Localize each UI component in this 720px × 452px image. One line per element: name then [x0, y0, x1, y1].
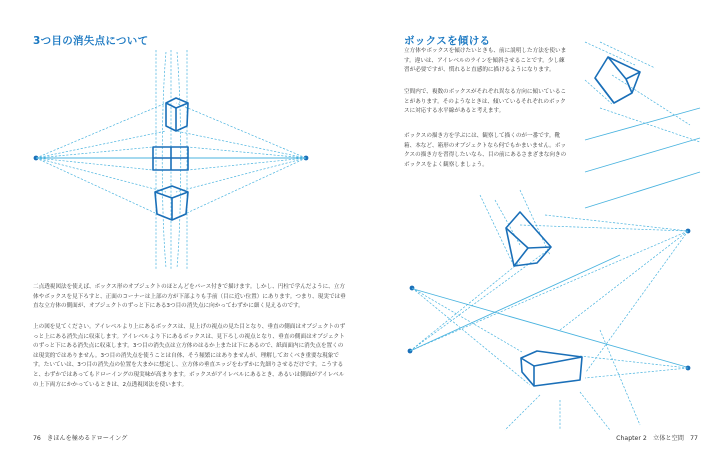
left-heading: 3つ目の消失点について	[33, 35, 149, 47]
left-paragraph-2: 上の図を見てください。アイレベルより上にあるボックスは、見上げの視点の見た目となり、垂直の側面はオブジェクトのずっと上にある消失点に収束します。アイレベルより下にあるボックスは、見下ろしの視点となり、垂直の側面はオブジェクトのずっと下にある消失点に収束します。3つ目の消失点は立方体のはるか上または下にあるので、紙面面内に消失点を置くのは現実的ではありません。3つ目の消失点を使うことは自体、そう頻繁にはありませんが、理解しておくべき重要な現象です。たいていは、3つ目の消失点の位置を大まかに想定し、立方体の垂直エッジをわずかに先細りさせるだけです。こうすると、わずかではあってもドローイングの現実味が高まります。ボックスがアイレベルにあるとき、あるいは側面がアイレベルの上下両方にかかっているときは、2点透視図法を使います。	[33, 324, 346, 388]
lower-box	[155, 186, 188, 220]
tilted-box-top	[595, 57, 640, 103]
middle-box	[153, 147, 188, 170]
bottom-figure-guides	[410, 190, 688, 430]
left-folio: 76 きほんを極めるドローイング	[33, 435, 128, 442]
right-paragraph-3: ボックスの描き方を学ぶには、観察して描くのが一番です。靴箱、本など、箱形のオブジェクトなら何でもかまいません。ボックスの描き方を習得したいなら、目の前にあるさまざまな向きのボックスをよく観察しましょう。	[404, 133, 567, 168]
right-paragraph-1: 立方体やボックスを傾けたいときも、前に説明した方法を使います。違いは、アイレベルのラインを傾斜させることです。少し練習が必要ですが、慣れると直感的に描けるようになります。	[404, 48, 567, 74]
right-folio: Chapter 2 立体と空間 77	[616, 435, 698, 442]
upper-box	[166, 98, 188, 131]
tilted-eye-level-top	[585, 108, 700, 140]
tilted-eye-level-1	[410, 255, 620, 351]
tilted-box-figure-top	[585, 42, 700, 208]
tilted-box-lower	[521, 351, 582, 386]
tilted-eye-level-2	[410, 288, 690, 368]
right-heading: ボックスを傾ける	[404, 35, 491, 47]
three-point-perspective-figure	[34, 50, 309, 270]
right-paragraph-2: 空間内で、複数のボックスがそれぞれ異なる方向に傾いていることがあります。そのようなときは、傾いているそれぞれのボックスに対応する水平線があると考えます。	[404, 89, 567, 115]
left-paragraph-1: 二点透視図法を使えば、ボックス形のオブジェクトのほとんどをパース付きで描けます。しかし、円柱で学んだように、立方体やボックスを見下ろすと、正面のコーナーは上部の方が下部よりも手前（目に近い位置）にあります。つまり、現実では垂直な立方体の側面が、オブジェクトのずっと下にある3つ目の消失点に向かってわずかに細く見えるのです。	[33, 284, 346, 310]
tilted-box-upper	[506, 212, 551, 266]
left-vp-guides	[36, 103, 166, 218]
right-vp-guides	[176, 103, 306, 218]
tilted-boxes-figure-bottom	[408, 190, 691, 430]
